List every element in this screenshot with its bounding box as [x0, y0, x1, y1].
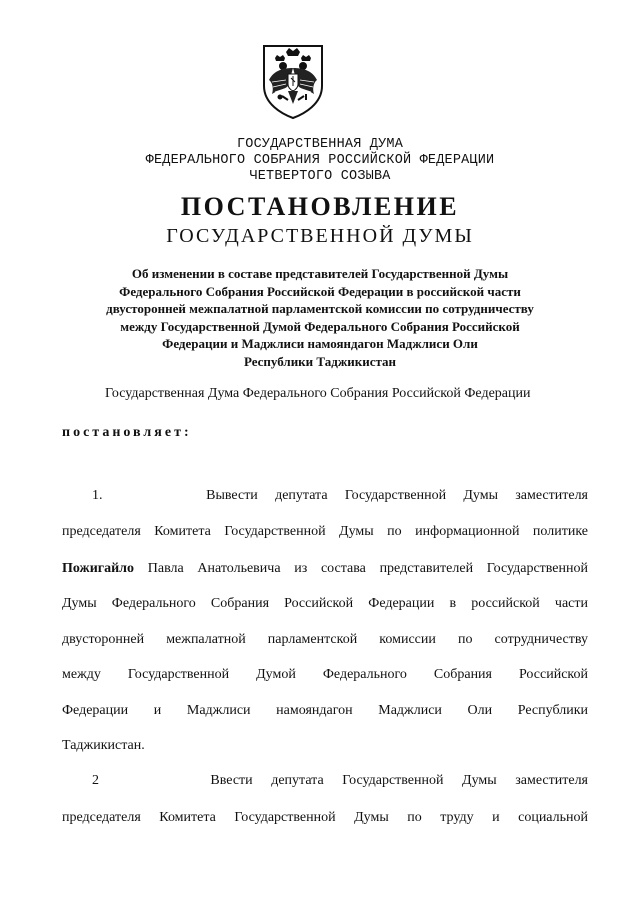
item-1-line-3: [62, 561, 588, 577]
decides-word: постановляет:: [62, 425, 192, 440]
item-1-line-8: Таджикистан.: [62, 738, 145, 753]
org-name-line-1: ГОСУДАРСТВЕННАЯ ДУМА: [236, 137, 404, 152]
item-number: 1.: [92, 488, 103, 503]
preamble: Государственная Дума Федерального Собрания Российской Федерации: [105, 386, 531, 401]
item-text: Вывести депутата Государственной Думы заместителя: [206, 488, 588, 503]
item-1-line-6: между Государственной Думой Федерального Собрания Российской: [62, 667, 588, 682]
coat-of-arms-icon: [258, 42, 328, 120]
subject-line: Республики Таджикистан: [243, 353, 397, 369]
org-convocation: ЧЕТВЕРТОГО СОЗЫВА: [249, 169, 391, 184]
item-number: 2: [92, 773, 99, 788]
deputy-surname: Пожигайло: [62, 561, 135, 576]
item-1-line-5: двусторонней межпалатной парламентской комиссии по сотрудничеству: [62, 632, 588, 647]
document-subject: [60, 265, 580, 370]
item-text: Павла Анатольевича из состава представителей Государственной: [147, 561, 588, 576]
subject-line: двусторонней межпалатной парламентской комиссии по сотрудничеству: [106, 301, 534, 316]
item-2-line-2: председателя Комитета Государственной Думы по труду и социальной: [62, 810, 588, 825]
item-1-line-1: [62, 488, 588, 504]
document-title: ПОСТАНОВЛЕНИЕ: [180, 192, 460, 221]
item-2-line-1: [62, 773, 588, 789]
org-name-line-2: ФЕДЕРАЛЬНОГО СОБРАНИЯ РОССИЙСКОЙ ФЕДЕРАЦИИ: [145, 153, 495, 168]
subject-line: Федерации и Маджлиси намояндагон Маджлиси Оли: [162, 336, 478, 351]
subject-line: Федерального Собрания Российской Федерации в российской части: [119, 283, 521, 299]
item-1-line-2: председателя Комитета Государственной Думы по информационной политике: [62, 524, 588, 539]
subject-line: между Государственной Думой Федерального Собрания Российской: [120, 318, 520, 334]
subject-line: Об изменении в составе представителей Государственной Думы: [131, 266, 509, 281]
item-text: Ввести депутата Государственной Думы заместителя: [210, 773, 588, 788]
item-1-line-4: Думы Федерального Собрания Российской Федерации в российской части: [62, 596, 588, 611]
item-1-line-7: Федерации и Маджлиси намояндагон Маджлиси Оли Республики: [62, 703, 588, 718]
document-subtitle: ГОСУДАРСТВЕННОЙ ДУМЫ: [166, 225, 474, 247]
